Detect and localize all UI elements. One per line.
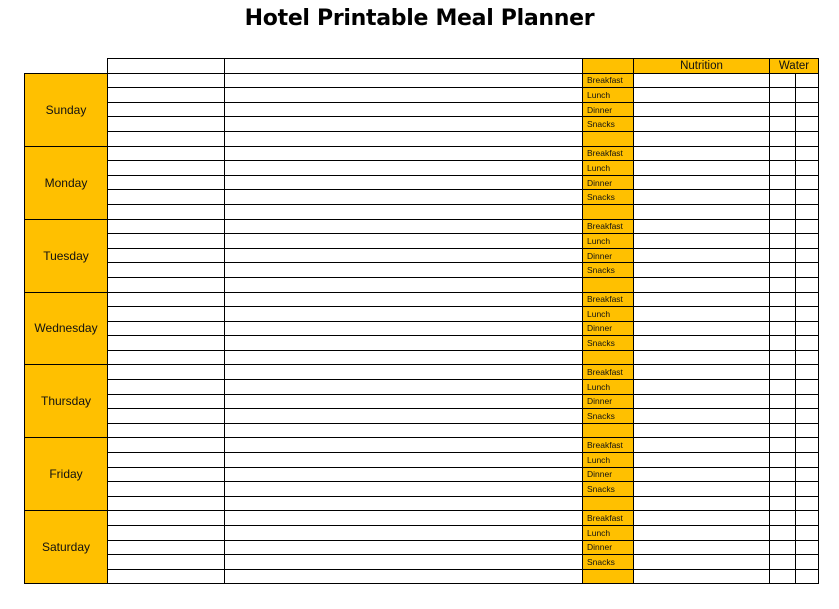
entry-cell[interactable] bbox=[225, 321, 583, 336]
meal-label-snacks: Snacks bbox=[583, 117, 634, 132]
water-cell[interactable] bbox=[796, 234, 819, 249]
entry-cell[interactable] bbox=[108, 511, 225, 526]
nutrition-cell[interactable] bbox=[634, 467, 770, 482]
entry-cell[interactable] bbox=[225, 204, 583, 219]
water-cell[interactable] bbox=[796, 350, 819, 365]
meal-label-dinner: Dinner bbox=[583, 394, 634, 409]
water-cell[interactable] bbox=[796, 263, 819, 278]
entry-cell[interactable] bbox=[108, 146, 225, 161]
entry-cell[interactable] bbox=[225, 219, 583, 234]
entry-cell[interactable] bbox=[108, 350, 225, 365]
water-cell[interactable] bbox=[796, 248, 819, 263]
day-row bbox=[25, 117, 819, 132]
nutrition-cell[interactable] bbox=[634, 117, 770, 132]
entry-cell[interactable] bbox=[108, 117, 225, 132]
planner-body bbox=[25, 59, 819, 584]
entry-cell[interactable] bbox=[225, 146, 583, 161]
day-row bbox=[25, 350, 819, 365]
day-label-monday: Monday bbox=[25, 146, 108, 219]
nutrition-cell[interactable] bbox=[634, 190, 770, 205]
entry-cell[interactable] bbox=[225, 365, 583, 380]
water-cell[interactable] bbox=[770, 540, 796, 555]
meal-label-breakfast: Breakfast bbox=[583, 146, 634, 161]
nutrition-cell[interactable] bbox=[634, 555, 770, 570]
day-row bbox=[25, 394, 819, 409]
water-cell[interactable] bbox=[770, 438, 796, 453]
entry-cell[interactable] bbox=[108, 496, 225, 511]
day-label-tuesday: Tuesday bbox=[25, 219, 108, 292]
day-row bbox=[25, 73, 819, 88]
water-cell[interactable] bbox=[796, 526, 819, 541]
water-cell[interactable] bbox=[796, 423, 819, 438]
day-label-friday: Friday bbox=[25, 438, 108, 511]
nutrition-cell[interactable] bbox=[634, 321, 770, 336]
day-row bbox=[25, 190, 819, 205]
entry-cell[interactable] bbox=[225, 336, 583, 351]
water-cell[interactable] bbox=[770, 555, 796, 570]
day-row bbox=[25, 131, 819, 146]
entry-cell[interactable] bbox=[225, 482, 583, 497]
water-cell[interactable] bbox=[796, 569, 819, 584]
day-row bbox=[25, 453, 819, 468]
entry-cell[interactable] bbox=[108, 219, 225, 234]
water-cell[interactable] bbox=[796, 307, 819, 322]
entry-cell[interactable] bbox=[225, 88, 583, 103]
entry-cell[interactable] bbox=[225, 540, 583, 555]
water-cell[interactable] bbox=[796, 482, 819, 497]
water-cell[interactable] bbox=[796, 365, 819, 380]
entry-cell[interactable] bbox=[108, 307, 225, 322]
nutrition-cell[interactable] bbox=[634, 526, 770, 541]
water-cell[interactable] bbox=[770, 423, 796, 438]
entry-cell[interactable] bbox=[108, 453, 225, 468]
entry-cell[interactable] bbox=[108, 131, 225, 146]
day-row bbox=[25, 540, 819, 555]
nutrition-cell[interactable] bbox=[634, 204, 770, 219]
entry-cell[interactable] bbox=[225, 555, 583, 570]
water-cell[interactable] bbox=[796, 380, 819, 395]
day-row bbox=[25, 511, 819, 526]
meal-label-blank bbox=[583, 350, 634, 365]
meal-label-blank bbox=[583, 277, 634, 292]
entry-cell[interactable] bbox=[108, 409, 225, 424]
day-label-sunday: Sunday bbox=[25, 73, 108, 146]
nutrition-header: Nutrition bbox=[634, 59, 770, 74]
meal-label-breakfast: Breakfast bbox=[583, 292, 634, 307]
water-cell[interactable] bbox=[770, 102, 796, 117]
nutrition-cell[interactable] bbox=[634, 248, 770, 263]
entry-cell[interactable] bbox=[108, 102, 225, 117]
meal-label-dinner: Dinner bbox=[583, 467, 634, 482]
entry-cell[interactable] bbox=[108, 380, 225, 395]
meal-label-breakfast: Breakfast bbox=[583, 365, 634, 380]
entry-cell[interactable] bbox=[225, 263, 583, 278]
header-corner bbox=[25, 59, 108, 74]
nutrition-cell[interactable] bbox=[634, 292, 770, 307]
meal-label-snacks: Snacks bbox=[583, 263, 634, 278]
day-row bbox=[25, 204, 819, 219]
meal-label-breakfast: Breakfast bbox=[583, 73, 634, 88]
day-row bbox=[25, 175, 819, 190]
day-row bbox=[25, 496, 819, 511]
entry-cell[interactable] bbox=[225, 496, 583, 511]
water-cell[interactable] bbox=[796, 219, 819, 234]
water-cell[interactable] bbox=[796, 161, 819, 176]
nutrition-cell[interactable] bbox=[634, 496, 770, 511]
entry-cell[interactable] bbox=[108, 263, 225, 278]
water-cell[interactable] bbox=[796, 555, 819, 570]
meal-label-snacks: Snacks bbox=[583, 409, 634, 424]
water-cell[interactable] bbox=[796, 73, 819, 88]
water-cell[interactable] bbox=[770, 248, 796, 263]
meal-label-breakfast: Breakfast bbox=[583, 438, 634, 453]
nutrition-cell[interactable] bbox=[634, 161, 770, 176]
entry-cell[interactable] bbox=[225, 423, 583, 438]
water-cell[interactable] bbox=[770, 204, 796, 219]
water-cell[interactable] bbox=[770, 88, 796, 103]
day-row bbox=[25, 292, 819, 307]
nutrition-cell[interactable] bbox=[634, 569, 770, 584]
water-cell[interactable] bbox=[796, 175, 819, 190]
meal-label-blank bbox=[583, 423, 634, 438]
nutrition-cell[interactable] bbox=[634, 131, 770, 146]
water-cell[interactable] bbox=[796, 204, 819, 219]
entry-cell[interactable] bbox=[108, 423, 225, 438]
entry-cell[interactable] bbox=[108, 467, 225, 482]
water-cell[interactable] bbox=[770, 569, 796, 584]
meal-label-blank bbox=[583, 131, 634, 146]
entry-cell[interactable] bbox=[108, 336, 225, 351]
meal-label-blank bbox=[583, 204, 634, 219]
nutrition-cell[interactable] bbox=[634, 146, 770, 161]
water-cell[interactable] bbox=[770, 117, 796, 132]
water-cell[interactable] bbox=[796, 438, 819, 453]
meal-label-snacks: Snacks bbox=[583, 482, 634, 497]
water-cell[interactable] bbox=[796, 336, 819, 351]
water-cell[interactable] bbox=[770, 175, 796, 190]
entry-cell[interactable] bbox=[108, 321, 225, 336]
entry-cell[interactable] bbox=[225, 394, 583, 409]
entry-cell[interactable] bbox=[108, 526, 225, 541]
nutrition-cell[interactable] bbox=[634, 102, 770, 117]
nutrition-cell[interactable] bbox=[634, 365, 770, 380]
nutrition-cell[interactable] bbox=[634, 482, 770, 497]
day-row bbox=[25, 555, 819, 570]
water-cell[interactable] bbox=[770, 161, 796, 176]
entry-cell[interactable] bbox=[225, 277, 583, 292]
water-cell[interactable] bbox=[796, 190, 819, 205]
entry-cell[interactable] bbox=[108, 190, 225, 205]
entry-cell[interactable] bbox=[108, 540, 225, 555]
water-cell[interactable] bbox=[770, 482, 796, 497]
meal-label-blank bbox=[583, 496, 634, 511]
water-cell[interactable] bbox=[796, 88, 819, 103]
water-cell[interactable] bbox=[796, 453, 819, 468]
entry-cell[interactable] bbox=[108, 394, 225, 409]
entry-cell[interactable] bbox=[225, 409, 583, 424]
nutrition-cell[interactable] bbox=[634, 540, 770, 555]
meal-label-dinner: Dinner bbox=[583, 248, 634, 263]
meal-label-dinner: Dinner bbox=[583, 321, 634, 336]
water-cell[interactable] bbox=[796, 292, 819, 307]
nutrition-cell[interactable] bbox=[634, 307, 770, 322]
nutrition-cell[interactable] bbox=[634, 511, 770, 526]
entry-cell[interactable] bbox=[225, 292, 583, 307]
entry-cell[interactable] bbox=[108, 88, 225, 103]
nutrition-cell[interactable] bbox=[634, 73, 770, 88]
meal-label-blank bbox=[583, 569, 634, 584]
entry-cell[interactable] bbox=[108, 292, 225, 307]
water-cell[interactable] bbox=[796, 117, 819, 132]
water-cell[interactable] bbox=[770, 409, 796, 424]
water-cell[interactable] bbox=[796, 511, 819, 526]
day-row bbox=[25, 307, 819, 322]
water-cell[interactable] bbox=[796, 496, 819, 511]
water-cell[interactable] bbox=[770, 131, 796, 146]
entry-cell[interactable] bbox=[225, 438, 583, 453]
day-row bbox=[25, 409, 819, 424]
meal-label-snacks: Snacks bbox=[583, 555, 634, 570]
day-row bbox=[25, 321, 819, 336]
water-cell[interactable] bbox=[770, 292, 796, 307]
day-row bbox=[25, 161, 819, 176]
day-row bbox=[25, 526, 819, 541]
water-cell[interactable] bbox=[770, 234, 796, 249]
nutrition-cell[interactable] bbox=[634, 438, 770, 453]
day-row bbox=[25, 482, 819, 497]
water-cell[interactable] bbox=[796, 394, 819, 409]
water-cell[interactable] bbox=[770, 453, 796, 468]
meal-label-lunch: Lunch bbox=[583, 88, 634, 103]
water-cell[interactable] bbox=[770, 526, 796, 541]
meal-label-snacks: Snacks bbox=[583, 190, 634, 205]
water-cell[interactable] bbox=[770, 511, 796, 526]
water-cell[interactable] bbox=[796, 146, 819, 161]
meal-label-lunch: Lunch bbox=[583, 234, 634, 249]
day-row bbox=[25, 102, 819, 117]
entry-cell[interactable] bbox=[225, 234, 583, 249]
nutrition-cell[interactable] bbox=[634, 423, 770, 438]
water-cell[interactable] bbox=[770, 350, 796, 365]
water-cell[interactable] bbox=[796, 409, 819, 424]
entry-cell[interactable] bbox=[108, 365, 225, 380]
water-cell[interactable] bbox=[770, 496, 796, 511]
day-row bbox=[25, 263, 819, 278]
water-cell[interactable] bbox=[796, 321, 819, 336]
nutrition-cell[interactable] bbox=[634, 380, 770, 395]
water-cell[interactable] bbox=[770, 73, 796, 88]
meal-label-dinner: Dinner bbox=[583, 540, 634, 555]
meal-label-lunch: Lunch bbox=[583, 161, 634, 176]
entry-cell[interactable] bbox=[225, 453, 583, 468]
day-row bbox=[25, 380, 819, 395]
water-cell[interactable] bbox=[770, 365, 796, 380]
day-row bbox=[25, 569, 819, 584]
water-cell[interactable] bbox=[770, 336, 796, 351]
nutrition-cell[interactable] bbox=[634, 88, 770, 103]
water-cell[interactable] bbox=[796, 540, 819, 555]
entry-cell[interactable] bbox=[225, 380, 583, 395]
water-cell[interactable] bbox=[770, 394, 796, 409]
nutrition-cell[interactable] bbox=[634, 350, 770, 365]
entry-cell[interactable] bbox=[225, 131, 583, 146]
day-row bbox=[25, 423, 819, 438]
meal-label-lunch: Lunch bbox=[583, 453, 634, 468]
entry-cell[interactable] bbox=[225, 307, 583, 322]
water-header: Water bbox=[770, 59, 819, 74]
entry-cell[interactable] bbox=[108, 555, 225, 570]
water-cell[interactable] bbox=[770, 190, 796, 205]
entry-cell[interactable] bbox=[108, 175, 225, 190]
meal-label-lunch: Lunch bbox=[583, 380, 634, 395]
nutrition-cell[interactable] bbox=[634, 219, 770, 234]
day-row bbox=[25, 336, 819, 351]
entry-cell[interactable] bbox=[108, 569, 225, 584]
entry-cell[interactable] bbox=[108, 234, 225, 249]
entry-cell[interactable] bbox=[225, 511, 583, 526]
water-cell[interactable] bbox=[770, 146, 796, 161]
water-cell[interactable] bbox=[770, 277, 796, 292]
entry-cell[interactable] bbox=[108, 277, 225, 292]
nutrition-cell[interactable] bbox=[634, 394, 770, 409]
entry-cell[interactable] bbox=[108, 73, 225, 88]
water-cell[interactable] bbox=[796, 131, 819, 146]
day-label-wednesday: Wednesday bbox=[25, 292, 108, 365]
day-row bbox=[25, 438, 819, 453]
meal-label-breakfast: Breakfast bbox=[583, 511, 634, 526]
water-cell[interactable] bbox=[770, 263, 796, 278]
nutrition-cell[interactable] bbox=[634, 234, 770, 249]
day-row bbox=[25, 219, 819, 234]
meal-label-dinner: Dinner bbox=[583, 175, 634, 190]
meal-label-lunch: Lunch bbox=[583, 307, 634, 322]
day-row bbox=[25, 88, 819, 103]
page-title: Hotel Printable Meal Planner bbox=[244, 6, 595, 31]
meal-label-dinner: Dinner bbox=[583, 102, 634, 117]
meal-planner-table bbox=[24, 58, 819, 584]
day-label-saturday: Saturday bbox=[25, 511, 108, 584]
day-row bbox=[25, 234, 819, 249]
meal-label-breakfast: Breakfast bbox=[583, 219, 634, 234]
water-cell[interactable] bbox=[796, 467, 819, 482]
nutrition-cell[interactable] bbox=[634, 453, 770, 468]
day-row bbox=[25, 248, 819, 263]
entry-cell[interactable] bbox=[225, 161, 583, 176]
entry-cell[interactable] bbox=[225, 175, 583, 190]
entry-cell[interactable] bbox=[225, 569, 583, 584]
nutrition-cell[interactable] bbox=[634, 175, 770, 190]
day-row bbox=[25, 365, 819, 380]
header-meal-cell bbox=[583, 59, 634, 74]
nutrition-cell[interactable] bbox=[634, 409, 770, 424]
entry-cell[interactable] bbox=[108, 438, 225, 453]
water-cell[interactable] bbox=[770, 321, 796, 336]
entry-cell[interactable] bbox=[225, 350, 583, 365]
nutrition-cell[interactable] bbox=[634, 336, 770, 351]
entry-cell[interactable] bbox=[225, 248, 583, 263]
header-blank-cell bbox=[108, 59, 225, 74]
water-cell[interactable] bbox=[796, 277, 819, 292]
entry-cell[interactable] bbox=[225, 102, 583, 117]
water-cell[interactable] bbox=[770, 380, 796, 395]
entry-cell[interactable] bbox=[108, 248, 225, 263]
entry-cell[interactable] bbox=[225, 526, 583, 541]
entry-cell[interactable] bbox=[108, 161, 225, 176]
header-row bbox=[25, 59, 819, 74]
water-cell[interactable] bbox=[770, 467, 796, 482]
water-cell[interactable] bbox=[796, 102, 819, 117]
entry-cell[interactable] bbox=[108, 204, 225, 219]
water-cell[interactable] bbox=[770, 219, 796, 234]
entry-cell[interactable] bbox=[225, 467, 583, 482]
day-label-thursday: Thursday bbox=[25, 365, 108, 438]
header-blank-cell bbox=[225, 59, 583, 74]
entry-cell[interactable] bbox=[108, 482, 225, 497]
nutrition-cell[interactable] bbox=[634, 263, 770, 278]
entry-cell[interactable] bbox=[225, 190, 583, 205]
day-row bbox=[25, 467, 819, 482]
entry-cell[interactable] bbox=[225, 117, 583, 132]
meal-label-snacks: Snacks bbox=[583, 336, 634, 351]
nutrition-cell[interactable] bbox=[634, 277, 770, 292]
day-row bbox=[25, 146, 819, 161]
day-row bbox=[25, 277, 819, 292]
water-cell[interactable] bbox=[770, 307, 796, 322]
meal-label-lunch: Lunch bbox=[583, 526, 634, 541]
entry-cell[interactable] bbox=[225, 73, 583, 88]
